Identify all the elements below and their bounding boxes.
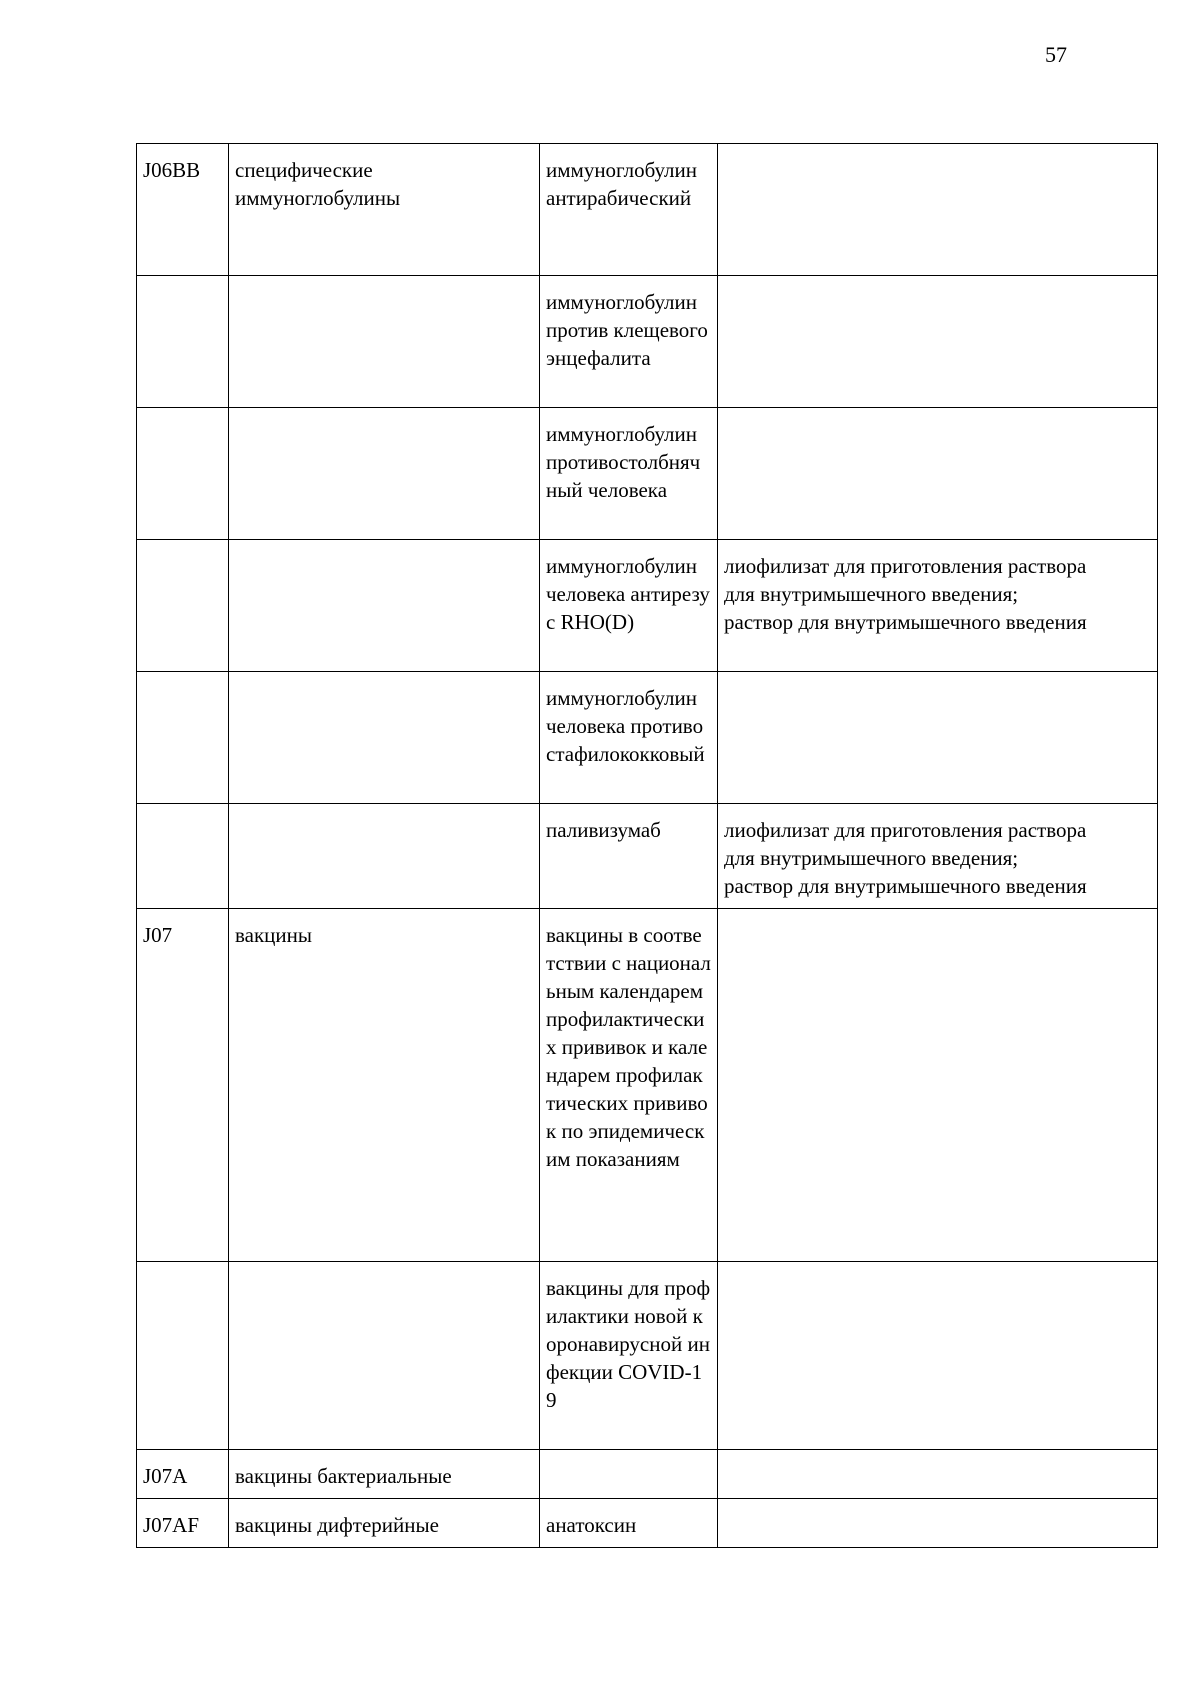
dosage-form-line: для внутримышечного введения; xyxy=(724,846,1019,870)
dosage-form-cell xyxy=(718,408,1158,540)
dosage-form-line: раствор для внутримышечного введения xyxy=(724,874,1087,898)
pharmacological-group-cell xyxy=(229,276,540,408)
medication-table xyxy=(136,143,1158,1548)
pharmacological-group-cell: вакцины xyxy=(229,909,540,1262)
pharmacological-group-cell: вакцины бактериальные xyxy=(229,1450,540,1499)
dosage-form-line: лиофилизат для приготовления раствора xyxy=(724,818,1087,842)
dosage-form-line: для внутримышечного введения; xyxy=(724,582,1019,606)
table-row xyxy=(137,540,1158,672)
drug-name-cell: вакцины для профилактики новой коронавирусной инфекции COVID-19 xyxy=(540,1262,718,1450)
dosage-form-cell xyxy=(718,144,1158,276)
table-row xyxy=(137,909,1158,1262)
drug-name-cell: иммуноглобулин противостолбнячный человека xyxy=(540,408,718,540)
atc-code-cell: J07AF xyxy=(137,1499,229,1548)
atc-code-cell xyxy=(137,540,229,672)
dosage-form-cell xyxy=(718,540,1158,672)
pharmacological-group-cell: вакцины дифтерийные xyxy=(229,1499,540,1548)
dosage-form-line: раствор для внутримышечного введения xyxy=(724,610,1087,634)
table-row xyxy=(137,672,1158,804)
dosage-form-cell xyxy=(718,804,1158,909)
drug-name-cell: паливизумаб xyxy=(540,804,718,909)
table-row xyxy=(137,1499,1158,1548)
atc-code-cell: J07 xyxy=(137,909,229,1262)
dosage-form-cell xyxy=(718,1262,1158,1450)
table-body xyxy=(137,144,1158,1548)
dosage-form-cell xyxy=(718,672,1158,804)
atc-code-cell: J07A xyxy=(137,1450,229,1499)
atc-code-cell xyxy=(137,804,229,909)
dosage-form-cell xyxy=(718,276,1158,408)
pharmacological-group-cell: специфические иммуноглобулины xyxy=(229,144,540,276)
table-row xyxy=(137,1450,1158,1499)
atc-code-cell: J06BB xyxy=(137,144,229,276)
pharmacological-group-cell xyxy=(229,804,540,909)
drug-name-cell: иммуноглобулин против клещевого энцефалита xyxy=(540,276,718,408)
atc-code-cell xyxy=(137,408,229,540)
atc-code-cell xyxy=(137,672,229,804)
pharmacological-group-cell xyxy=(229,408,540,540)
atc-code-cell xyxy=(137,276,229,408)
pharmacological-group-cell xyxy=(229,540,540,672)
dosage-form-cell xyxy=(718,909,1158,1262)
table-row xyxy=(137,1262,1158,1450)
dosage-form-cell xyxy=(718,1499,1158,1548)
atc-code-cell xyxy=(137,1262,229,1450)
dosage-form-cell xyxy=(718,1450,1158,1499)
drug-name-cell xyxy=(540,1450,718,1499)
pharmacological-group-cell xyxy=(229,1262,540,1450)
drug-name-cell: иммуноглобулин человека противостафилококковый xyxy=(540,672,718,804)
drug-name-cell: иммуноглобулин человека антирезус RHO(D) xyxy=(540,540,718,672)
pharmacological-group-cell xyxy=(229,672,540,804)
table-row xyxy=(137,276,1158,408)
dosage-form-line: лиофилизат для приготовления раствора xyxy=(724,554,1087,578)
table-row xyxy=(137,804,1158,909)
drug-name-cell: иммуноглобулин антирабический xyxy=(540,144,718,276)
table-row xyxy=(137,144,1158,276)
drug-name-cell: анатоксин xyxy=(540,1499,718,1548)
page-number: 57 xyxy=(1045,42,1067,67)
drug-name-cell: вакцины в соответствии с национальным календарем профилактических прививок и календарем профилактических прививок по эпидемическим показаниям xyxy=(540,909,718,1262)
table-row xyxy=(137,408,1158,540)
